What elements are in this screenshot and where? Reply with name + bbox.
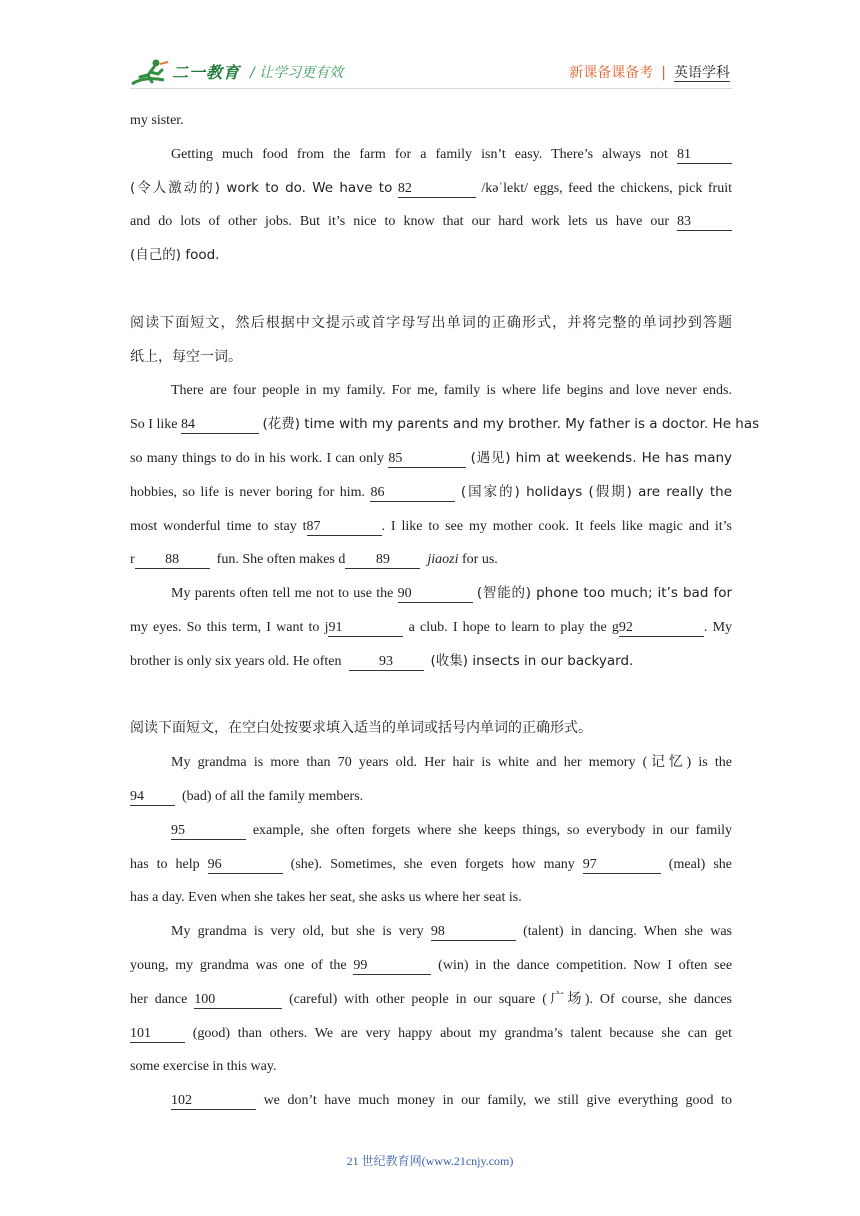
text-line: her dance 100 (careful) with other people in our square (广场). Of course, she dances bbox=[130, 991, 732, 1007]
text-line: some exercise in this way. bbox=[130, 1059, 277, 1075]
header-divider bbox=[130, 88, 732, 89]
text-line: hobbies, so life is never boring for him. 86 (国家的) holidays (假期) are really the bbox=[130, 483, 732, 500]
blank-97: 97 bbox=[583, 857, 661, 874]
blank-89: 89 bbox=[345, 552, 420, 569]
blank-83: 83 bbox=[677, 214, 732, 231]
logo bbox=[130, 58, 242, 88]
blank-93: 93 bbox=[349, 654, 424, 671]
text-line: 102 we don’t have much money in our family, we still give everything good to bbox=[171, 1093, 732, 1109]
blank-90: 90 bbox=[398, 586, 473, 603]
header-subject-label: 英语学科 bbox=[674, 65, 730, 81]
text-line: has a day. Even when she takes her seat, she asks us where her seat is. bbox=[130, 890, 522, 906]
section-instruction: 阅读下面短文，然后根据中文提示或首字母写出单词的正确形式，并将完整的单词抄到答题 bbox=[130, 314, 732, 331]
slogan: / 让学习更有效 bbox=[250, 65, 344, 81]
text-line: My parents often tell me not to use the 90 (智能的) phone too much; it’s bad for bbox=[171, 585, 733, 602]
text-line: r 88 fun. She often makes d 89 jiaozi for us. bbox=[130, 552, 498, 568]
blank-84: 84 bbox=[181, 417, 259, 434]
text-line: 101 (good) than others. We are very happy about my grandma’s talent because she can get bbox=[130, 1025, 733, 1041]
text-line: (自己的) food. bbox=[130, 247, 220, 264]
text-line: has to help 96 (she). Sometimes, she even forgets how many 97 (meal) she bbox=[130, 856, 732, 872]
page-header bbox=[0, 0, 860, 100]
text-line: (令人激动的) work to do. We have to 82 /kəˈlekt/ eggs, feed the chickens, pick fruit bbox=[130, 179, 732, 196]
text-line: young, my grandma was one of the 99 (win) in the dance competition. Now I often see bbox=[130, 957, 733, 973]
text-line: and do lots of other jobs. But it’s nice to know that our hard work lets us have our 83 bbox=[130, 205, 732, 239]
blank-86: 86 bbox=[370, 485, 455, 502]
blank-102: 102 bbox=[171, 1093, 256, 1110]
blank-81: 81 bbox=[677, 147, 732, 164]
text-line: most wonderful time to stay t87 . I like to see my mother cook. It feels like magic and it’s bbox=[130, 518, 732, 534]
text-line: so many things to do in his work. I can only 85 (遇见) him at weekends. He has many bbox=[130, 449, 733, 466]
blank-92: 92 bbox=[619, 620, 704, 637]
header-course-label: 新课备课备考 bbox=[569, 65, 654, 81]
text-line: My grandma is more than 70 years old. Her hair is white and her memory (记忆) is the bbox=[171, 755, 732, 771]
blank-87: 87 bbox=[307, 519, 382, 536]
text-line: my eyes. So this term, I want to j91 a club. I hope to learn to play the g92 . My bbox=[130, 619, 733, 635]
text-line: 95 example, she often forgets where she keeps things, so everybody in our family bbox=[171, 822, 732, 838]
text-line: my sister. bbox=[130, 113, 184, 128]
section-instruction: 阅读下面短文，在空白处按要求填入适当的单词或括号内单词的正确形式。 bbox=[130, 720, 592, 737]
text-line: brother is only six years old. He often 93 (收集) insects in our backyard. bbox=[130, 652, 634, 669]
blank-95: 95 bbox=[171, 823, 246, 840]
text-line: There are four people in my family. For me, family is where life begins and love never ends. bbox=[171, 383, 732, 399]
text-line: My grandma is very old, but she is very 98 (talent) in dancing. When she was bbox=[171, 924, 732, 940]
text-line: So I like 84 (花费) time with my parents and my brother. My father is a doctor. He has bbox=[130, 416, 760, 433]
page-footer: 21 世纪教育网(www.21cnjy.com) bbox=[346, 1154, 514, 1168]
blank-100: 100 bbox=[194, 992, 282, 1009]
document-body bbox=[130, 104, 760, 1118]
blank-101: 101 bbox=[130, 1026, 185, 1043]
header-separator: | bbox=[661, 65, 666, 81]
blank-91: 91 bbox=[328, 620, 403, 637]
blank-85: 85 bbox=[388, 451, 466, 468]
blank-99: 99 bbox=[353, 958, 431, 975]
blank-98: 98 bbox=[431, 924, 516, 941]
section-instruction: 纸上，每空一词。 bbox=[130, 348, 242, 365]
blank-88: 88 bbox=[135, 552, 210, 569]
header-subject bbox=[569, 62, 730, 82]
logo-text: 二一教育 bbox=[172, 63, 241, 82]
blank-82: 82 bbox=[398, 181, 476, 198]
text-line: 94 (bad) of all the family members. bbox=[130, 788, 364, 804]
blank-94: 94 bbox=[130, 789, 175, 806]
runner-logo-icon bbox=[130, 58, 174, 88]
blank-96: 96 bbox=[208, 857, 283, 874]
text-line: Getting much food from the farm for a family isn’t easy. There’s always not 81 bbox=[130, 138, 732, 172]
